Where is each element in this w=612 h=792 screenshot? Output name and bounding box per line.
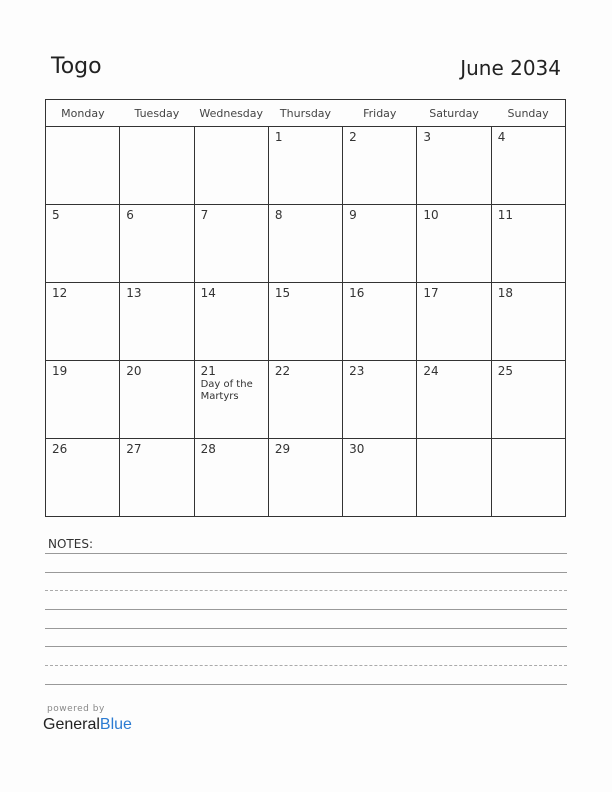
- day-number: 10: [423, 208, 439, 222]
- powered-by-text: powered by: [47, 704, 105, 714]
- day-number: 28: [200, 442, 216, 456]
- day-cell: [120, 283, 194, 361]
- day-cell: [343, 283, 417, 361]
- notes-label: NOTES:: [48, 537, 93, 551]
- day-cell: [417, 283, 491, 361]
- calendar-grid: [45, 99, 566, 517]
- week-row: [46, 127, 566, 205]
- month-title: June 2034: [460, 56, 561, 80]
- brand-general: General: [43, 716, 100, 733]
- week-row: [46, 283, 566, 361]
- day-cell: [417, 205, 491, 283]
- day-number: 3: [423, 130, 432, 144]
- day-number: 9: [349, 208, 357, 222]
- weekday-saturday: Saturday: [417, 100, 491, 127]
- day-number: 27: [126, 442, 142, 456]
- day-number: 2: [349, 130, 357, 144]
- note-line: [45, 646, 567, 647]
- day-number: 24: [423, 364, 439, 378]
- day-cell: [491, 205, 565, 283]
- note-line: [45, 553, 567, 554]
- day-cell: [120, 439, 194, 517]
- day-cell: [268, 127, 342, 205]
- day-cell: [268, 283, 342, 361]
- day-cell: [417, 127, 491, 205]
- day-number: 21: [200, 364, 216, 378]
- note-line: [45, 572, 567, 573]
- day-number: 16: [349, 286, 365, 300]
- day-number: 12: [52, 286, 68, 300]
- day-cell: [194, 361, 268, 439]
- day-cell: [120, 361, 194, 439]
- day-number: 1: [274, 130, 283, 144]
- weekday-sunday: Sunday: [491, 100, 565, 127]
- day-cell: [491, 127, 565, 205]
- day-cell: [268, 439, 342, 517]
- generalblue-logo[interactable]: [43, 716, 132, 734]
- day-cell: [194, 127, 268, 205]
- day-number: 17: [423, 286, 439, 300]
- week-row: [46, 439, 566, 517]
- week-row: [46, 205, 566, 283]
- day-cell: [343, 205, 417, 283]
- day-number: 15: [274, 286, 291, 300]
- day-number: 29: [274, 442, 291, 456]
- day-number: 5: [52, 208, 60, 222]
- weekday-tuesday: Tuesday: [120, 100, 194, 127]
- day-cell: [46, 361, 120, 439]
- day-cell: [268, 205, 342, 283]
- country-title: Togo: [51, 54, 102, 79]
- holiday-label: Day of the Martyrs: [200, 379, 253, 402]
- weekday-monday: Monday: [46, 100, 120, 127]
- day-number: 20: [126, 364, 142, 378]
- day-cell: [46, 127, 120, 205]
- day-number: 7: [200, 208, 209, 222]
- day-cell: [491, 361, 565, 439]
- day-cell: [417, 361, 491, 439]
- weekday-friday: Friday: [343, 100, 417, 127]
- day-number: 13: [126, 286, 142, 300]
- day-number: 30: [349, 442, 365, 456]
- day-cell: [194, 439, 268, 517]
- weekday-wednesday: Wednesday: [194, 100, 268, 127]
- day-cell: [194, 283, 268, 361]
- day-number: 19: [52, 364, 68, 378]
- day-cell: [46, 283, 120, 361]
- day-number: 11: [497, 208, 513, 222]
- brand-blue: Blue: [99, 716, 132, 733]
- day-cell: [343, 439, 417, 517]
- day-cell: [120, 205, 194, 283]
- day-number: 23: [349, 364, 365, 378]
- day-cell: [120, 127, 194, 205]
- day-number: 25: [497, 364, 513, 378]
- day-cell: [343, 127, 417, 205]
- day-number: 4: [497, 130, 506, 144]
- note-line: [45, 628, 567, 629]
- weekday-header-row: [46, 100, 566, 127]
- day-number: 22: [274, 364, 291, 378]
- day-cell: [491, 283, 565, 361]
- weekday-thursday: Thursday: [268, 100, 342, 127]
- day-cell: [417, 439, 491, 517]
- day-cell: [46, 205, 120, 283]
- note-line: [45, 665, 567, 666]
- day-cell: [491, 439, 565, 517]
- day-cell: [343, 361, 417, 439]
- note-line: [45, 684, 567, 685]
- day-number: 6: [126, 208, 134, 222]
- day-number: 14: [200, 286, 216, 300]
- week-row: [46, 361, 566, 439]
- note-line: [45, 609, 567, 610]
- day-cell: [46, 439, 120, 517]
- day-cell: [194, 205, 268, 283]
- day-cell: [268, 361, 342, 439]
- day-number: 26: [52, 442, 68, 456]
- day-number: 8: [274, 208, 283, 222]
- day-number: 18: [497, 286, 513, 300]
- note-line: [45, 590, 567, 591]
